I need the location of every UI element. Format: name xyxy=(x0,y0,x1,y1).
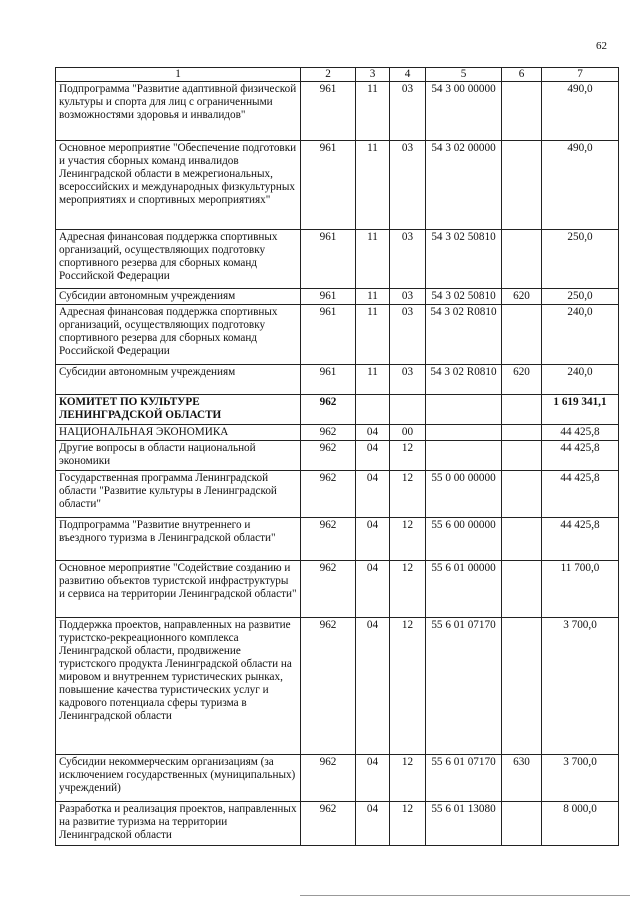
page-number: 62 xyxy=(596,40,607,52)
row-grbs-code: 962 xyxy=(301,802,356,846)
row-target-article: 55 6 01 13080 xyxy=(426,802,502,846)
row-name: КОМИТЕТ ПО КУЛЬТУРЕ ЛЕНИНГРАДСКОЙ ОБЛАСТИ xyxy=(56,395,301,425)
row-expense-type xyxy=(502,141,542,230)
row-subsection-code: 12 xyxy=(390,755,426,802)
table-row xyxy=(56,561,619,618)
row-amount: 44 425,8 xyxy=(542,518,619,561)
column-header: 7 xyxy=(542,68,619,82)
budget-table xyxy=(55,67,619,846)
row-grbs-code: 961 xyxy=(301,230,356,289)
table-row xyxy=(56,395,619,425)
row-subsection-code: 00 xyxy=(390,425,426,441)
row-target-article: 54 3 02 R0810 xyxy=(426,305,502,365)
row-amount: 3 700,0 xyxy=(542,755,619,802)
row-amount: 44 425,8 xyxy=(542,441,619,471)
row-grbs-code: 961 xyxy=(301,365,356,395)
row-subsection-code: 12 xyxy=(390,561,426,618)
table-header-row xyxy=(56,68,619,82)
row-subsection-code: 12 xyxy=(390,518,426,561)
row-name: Основное мероприятие "Содействие созданию и развитию объектов туристской инфраструктуры и сервиса на территории Ленинградской области" xyxy=(56,561,301,618)
row-subsection-code: 03 xyxy=(390,289,426,305)
row-section-code: 04 xyxy=(356,561,390,618)
row-grbs-code: 962 xyxy=(301,471,356,518)
row-name: Субсидии некоммерческим организациям (за исключением государственных (муниципальных) учреждений) xyxy=(56,755,301,802)
table-row xyxy=(56,230,619,289)
row-subsection-code: 03 xyxy=(390,141,426,230)
row-section-code: 11 xyxy=(356,82,390,141)
row-target-article: 55 6 01 00000 xyxy=(426,561,502,618)
row-expense-type: 620 xyxy=(502,289,542,305)
row-expense-type xyxy=(502,425,542,441)
row-expense-type xyxy=(502,618,542,755)
row-expense-type xyxy=(502,471,542,518)
row-amount: 8 000,0 xyxy=(542,802,619,846)
row-amount: 1 619 341,1 xyxy=(542,395,619,425)
row-target-article: 54 3 02 50810 xyxy=(426,289,502,305)
row-target-article: 54 3 02 00000 xyxy=(426,141,502,230)
row-expense-type xyxy=(502,802,542,846)
row-subsection-code: 03 xyxy=(390,365,426,395)
table-row xyxy=(56,289,619,305)
column-header: 2 xyxy=(301,68,356,82)
row-expense-type xyxy=(502,518,542,561)
row-name: Поддержка проектов, направленных на развитие туристско-рекреационного комплекса Ленинградской области, продвижение туристского продукта Ленинградской области на мировом и внутреннем туристических рынках, повышение качества туристических услуг и кадрового потенциала сферы туризма в Ленинградской области xyxy=(56,618,301,755)
column-header: 3 xyxy=(356,68,390,82)
table-row xyxy=(56,305,619,365)
table-row xyxy=(56,82,619,141)
row-name: Другие вопросы в области национальной экономики xyxy=(56,441,301,471)
row-grbs-code: 962 xyxy=(301,755,356,802)
row-section-code: 11 xyxy=(356,289,390,305)
row-target-article xyxy=(426,425,502,441)
row-amount: 490,0 xyxy=(542,141,619,230)
row-name: Подпрограмма "Развитие адаптивной физической культуры и спорта для лиц с ограниченными возможностями здоровья и инвалидов" xyxy=(56,82,301,141)
row-expense-type xyxy=(502,395,542,425)
row-subsection-code: 12 xyxy=(390,441,426,471)
row-section-code: 11 xyxy=(356,305,390,365)
row-expense-type xyxy=(502,305,542,365)
row-section-code: 11 xyxy=(356,365,390,395)
row-grbs-code: 962 xyxy=(301,561,356,618)
row-target-article xyxy=(426,441,502,471)
row-section-code: 11 xyxy=(356,141,390,230)
row-grbs-code: 962 xyxy=(301,425,356,441)
table-row xyxy=(56,802,619,846)
row-grbs-code: 962 xyxy=(301,618,356,755)
column-header: 4 xyxy=(390,68,426,82)
row-amount: 240,0 xyxy=(542,365,619,395)
row-subsection-code: 12 xyxy=(390,471,426,518)
row-grbs-code: 961 xyxy=(301,82,356,141)
row-section-code: 04 xyxy=(356,425,390,441)
row-amount: 44 425,8 xyxy=(542,425,619,441)
row-target-article: 55 6 00 00000 xyxy=(426,518,502,561)
row-subsection-code: 12 xyxy=(390,618,426,755)
table-row xyxy=(56,618,619,755)
table-row xyxy=(56,141,619,230)
table-row xyxy=(56,471,619,518)
column-header: 1 xyxy=(56,68,301,82)
row-target-article: 54 3 02 R0810 xyxy=(426,365,502,395)
row-expense-type xyxy=(502,561,542,618)
row-section-code: 11 xyxy=(356,230,390,289)
row-amount: 240,0 xyxy=(542,305,619,365)
row-grbs-code: 961 xyxy=(301,305,356,365)
row-subsection-code xyxy=(390,395,426,425)
row-section-code: 04 xyxy=(356,618,390,755)
row-name: Основное мероприятие "Обеспечение подготовки и участия сборных команд инвалидов Ленинградской области в межрегиональных, всероссийских и международных физкультурных мероприятиях и спортивных мероприятиях" xyxy=(56,141,301,230)
row-section-code xyxy=(356,395,390,425)
row-grbs-code: 962 xyxy=(301,441,356,471)
row-expense-type xyxy=(502,82,542,141)
row-name: Подпрограмма "Развитие внутреннего и въездного туризма в Ленинградской области" xyxy=(56,518,301,561)
table-row xyxy=(56,365,619,395)
row-section-code: 04 xyxy=(356,802,390,846)
row-name: Субсидии автономным учреждениям xyxy=(56,289,301,305)
table-row xyxy=(56,518,619,561)
row-section-code: 04 xyxy=(356,441,390,471)
row-grbs-code: 961 xyxy=(301,289,356,305)
row-amount: 44 425,8 xyxy=(542,471,619,518)
row-target-article: 55 6 01 07170 xyxy=(426,618,502,755)
row-name: Адресная финансовая поддержка спортивных организаций, осуществляющих подготовку спортивного резерва для сборных команд Российской Федерации xyxy=(56,230,301,289)
row-target-article: 54 3 02 50810 xyxy=(426,230,502,289)
row-amount: 11 700,0 xyxy=(542,561,619,618)
row-name: Адресная финансовая поддержка спортивных организаций, осуществляющих подготовку спортивного резерва для сборных команд Российской Федерации xyxy=(56,305,301,365)
row-grbs-code: 962 xyxy=(301,518,356,561)
row-expense-type xyxy=(502,230,542,289)
row-target-article xyxy=(426,395,502,425)
row-subsection-code: 03 xyxy=(390,230,426,289)
row-section-code: 04 xyxy=(356,755,390,802)
row-subsection-code: 12 xyxy=(390,802,426,846)
row-expense-type xyxy=(502,441,542,471)
row-section-code: 04 xyxy=(356,471,390,518)
column-header: 6 xyxy=(502,68,542,82)
row-amount: 3 700,0 xyxy=(542,618,619,755)
row-amount: 250,0 xyxy=(542,289,619,305)
row-name: Государственная программа Ленинградской области "Развитие культуры в Ленинградской области" xyxy=(56,471,301,518)
row-grbs-code: 962 xyxy=(301,395,356,425)
row-name: НАЦИОНАЛЬНАЯ ЭКОНОМИКА xyxy=(56,425,301,441)
row-amount: 490,0 xyxy=(542,82,619,141)
bottom-rule xyxy=(300,895,630,896)
row-subsection-code: 03 xyxy=(390,305,426,365)
row-target-article: 55 0 00 00000 xyxy=(426,471,502,518)
row-amount: 250,0 xyxy=(542,230,619,289)
row-target-article: 55 6 01 07170 xyxy=(426,755,502,802)
row-grbs-code: 961 xyxy=(301,141,356,230)
row-name: Субсидии автономным учреждениям xyxy=(56,365,301,395)
row-target-article: 54 3 00 00000 xyxy=(426,82,502,141)
column-header: 5 xyxy=(426,68,502,82)
table-row xyxy=(56,425,619,441)
row-name: Разработка и реализация проектов, направленных на развитие туризма на территории Ленинградской области xyxy=(56,802,301,846)
row-expense-type: 630 xyxy=(502,755,542,802)
table-row xyxy=(56,441,619,471)
row-section-code: 04 xyxy=(356,518,390,561)
table-row xyxy=(56,755,619,802)
row-expense-type: 620 xyxy=(502,365,542,395)
row-subsection-code: 03 xyxy=(390,82,426,141)
